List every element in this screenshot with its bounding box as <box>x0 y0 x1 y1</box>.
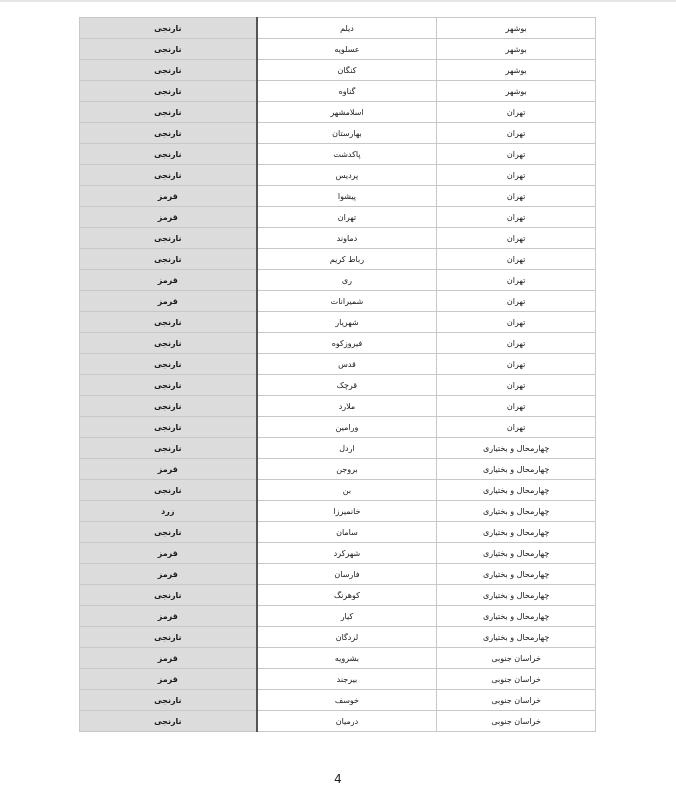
status-cell: قرمز <box>80 291 257 312</box>
city-cell: بن <box>257 480 437 501</box>
status-cell: نارنجی <box>80 39 257 60</box>
status-cell: نارنجی <box>80 312 257 333</box>
city-cell: عسلویه <box>257 39 437 60</box>
table-row <box>80 375 596 396</box>
status-cell: نارنجی <box>80 627 257 648</box>
province-cell: چهارمحال و بختیاری <box>437 606 596 627</box>
province-cell: تهران <box>437 312 596 333</box>
status-cell: قرمز <box>80 669 257 690</box>
city-cell: شهرکرد <box>257 543 437 564</box>
table-row <box>80 690 596 711</box>
province-cell: تهران <box>437 270 596 291</box>
province-cell: تهران <box>437 291 596 312</box>
table-row <box>80 459 596 480</box>
city-cell: کنگان <box>257 60 437 81</box>
province-cell: چهارمحال و بختیاری <box>437 480 596 501</box>
province-cell: تهران <box>437 144 596 165</box>
status-cell: قرمز <box>80 459 257 480</box>
status-cell: قرمز <box>80 564 257 585</box>
city-cell: فارسان <box>257 564 437 585</box>
city-cell: دماوند <box>257 228 437 249</box>
city-cell: سامان <box>257 522 437 543</box>
table-row <box>80 123 596 144</box>
province-cell: تهران <box>437 207 596 228</box>
city-cell: درمیان <box>257 711 437 732</box>
table-row <box>80 333 596 354</box>
table-row <box>80 291 596 312</box>
table-row <box>80 627 596 648</box>
province-cell: تهران <box>437 102 596 123</box>
city-cell: دیلم <box>257 18 437 39</box>
city-cell: تهران <box>257 207 437 228</box>
status-cell: نارنجی <box>80 144 257 165</box>
province-cell: تهران <box>437 417 596 438</box>
status-cell: نارنجی <box>80 375 257 396</box>
status-cell: قرمز <box>80 648 257 669</box>
province-cell: تهران <box>437 165 596 186</box>
province-cell: چهارمحال و بختیاری <box>437 438 596 459</box>
status-cell: قرمز <box>80 270 257 291</box>
city-cell: ملارد <box>257 396 437 417</box>
city-cell: خانمیرزا <box>257 501 437 522</box>
table-row <box>80 18 596 39</box>
table-row <box>80 396 596 417</box>
city-cell: کوهرنگ <box>257 585 437 606</box>
city-cell: پیشوا <box>257 186 437 207</box>
city-cell: شمیرانات <box>257 291 437 312</box>
province-cell: تهران <box>437 333 596 354</box>
city-cell: قرچک <box>257 375 437 396</box>
city-cell: کیار <box>257 606 437 627</box>
status-cell: قرمز <box>80 207 257 228</box>
city-cell: بشرویه <box>257 648 437 669</box>
city-cell: قدس <box>257 354 437 375</box>
province-cell: چهارمحال و بختیاری <box>437 543 596 564</box>
province-cell: بوشهر <box>437 39 596 60</box>
province-cell: بوشهر <box>437 60 596 81</box>
city-cell: گناوه <box>257 81 437 102</box>
status-cell: قرمز <box>80 186 257 207</box>
table-row <box>80 165 596 186</box>
status-cell: نارنجی <box>80 396 257 417</box>
table-row <box>80 606 596 627</box>
table-row <box>80 585 596 606</box>
city-cell: خوسف <box>257 690 437 711</box>
status-cell: قرمز <box>80 606 257 627</box>
city-cell: اردل <box>257 438 437 459</box>
status-cell: نارنجی <box>80 81 257 102</box>
province-cell: تهران <box>437 354 596 375</box>
status-cell: نارنجی <box>80 249 257 270</box>
status-cell: نارنجی <box>80 165 257 186</box>
city-cell: فیروزکوه <box>257 333 437 354</box>
province-cell: تهران <box>437 186 596 207</box>
province-cell: چهارمحال و بختیاری <box>437 627 596 648</box>
table-row <box>80 438 596 459</box>
province-cell: بوشهر <box>437 81 596 102</box>
table-row <box>80 207 596 228</box>
province-cell: بوشهر <box>437 18 596 39</box>
table-row <box>80 102 596 123</box>
table-row <box>80 81 596 102</box>
province-cell: خراسان جنوبی <box>437 690 596 711</box>
page-top-border <box>0 0 676 2</box>
province-cell: چهارمحال و بختیاری <box>437 522 596 543</box>
city-cell: لردگان <box>257 627 437 648</box>
status-cell: نارنجی <box>80 123 257 144</box>
table-row <box>80 312 596 333</box>
province-cell: خراسان جنوبی <box>437 669 596 690</box>
status-cell: نارنجی <box>80 333 257 354</box>
city-status-table <box>79 17 596 732</box>
province-cell: خراسان جنوبی <box>437 711 596 732</box>
province-cell: چهارمحال و بختیاری <box>437 459 596 480</box>
city-cell: رباط کریم <box>257 249 437 270</box>
status-cell: نارنجی <box>80 417 257 438</box>
table-row <box>80 648 596 669</box>
status-cell: نارنجی <box>80 585 257 606</box>
status-cell: نارنجی <box>80 228 257 249</box>
table-row <box>80 270 596 291</box>
province-cell: تهران <box>437 396 596 417</box>
status-cell: نارنجی <box>80 102 257 123</box>
city-cell: پاکدشت <box>257 144 437 165</box>
table-row <box>80 543 596 564</box>
province-cell: تهران <box>437 375 596 396</box>
table-row <box>80 711 596 732</box>
city-cell: بروجن <box>257 459 437 480</box>
city-cell: ورامین <box>257 417 437 438</box>
status-cell: زرد <box>80 501 257 522</box>
province-cell: چهارمحال و بختیاری <box>437 564 596 585</box>
province-cell: تهران <box>437 228 596 249</box>
table-row <box>80 564 596 585</box>
table-row <box>80 501 596 522</box>
status-cell: نارنجی <box>80 354 257 375</box>
status-cell: نارنجی <box>80 480 257 501</box>
status-cell: نارنجی <box>80 60 257 81</box>
province-cell: چهارمحال و بختیاری <box>437 585 596 606</box>
status-cell: نارنجی <box>80 690 257 711</box>
table-row <box>80 228 596 249</box>
status-cell: نارنجی <box>80 711 257 732</box>
table-row <box>80 39 596 60</box>
table-row <box>80 522 596 543</box>
table-row <box>80 186 596 207</box>
province-cell: خراسان جنوبی <box>437 648 596 669</box>
status-cell: نارنجی <box>80 18 257 39</box>
province-cell: چهارمحال و بختیاری <box>437 501 596 522</box>
city-cell: اسلامشهر <box>257 102 437 123</box>
page-number: 4 <box>334 772 342 786</box>
province-cell: تهران <box>437 249 596 270</box>
city-cell: بیرجند <box>257 669 437 690</box>
table-row <box>80 669 596 690</box>
table-row <box>80 417 596 438</box>
table-row <box>80 60 596 81</box>
table-row <box>80 354 596 375</box>
city-cell: ری <box>257 270 437 291</box>
city-cell: شهریار <box>257 312 437 333</box>
status-cell: نارنجی <box>80 438 257 459</box>
province-cell: تهران <box>437 123 596 144</box>
table-row <box>80 249 596 270</box>
city-cell: پردیس <box>257 165 437 186</box>
city-cell: بهارستان <box>257 123 437 144</box>
status-cell: نارنجی <box>80 522 257 543</box>
table-row <box>80 144 596 165</box>
status-cell: قرمز <box>80 543 257 564</box>
table-row <box>80 480 596 501</box>
